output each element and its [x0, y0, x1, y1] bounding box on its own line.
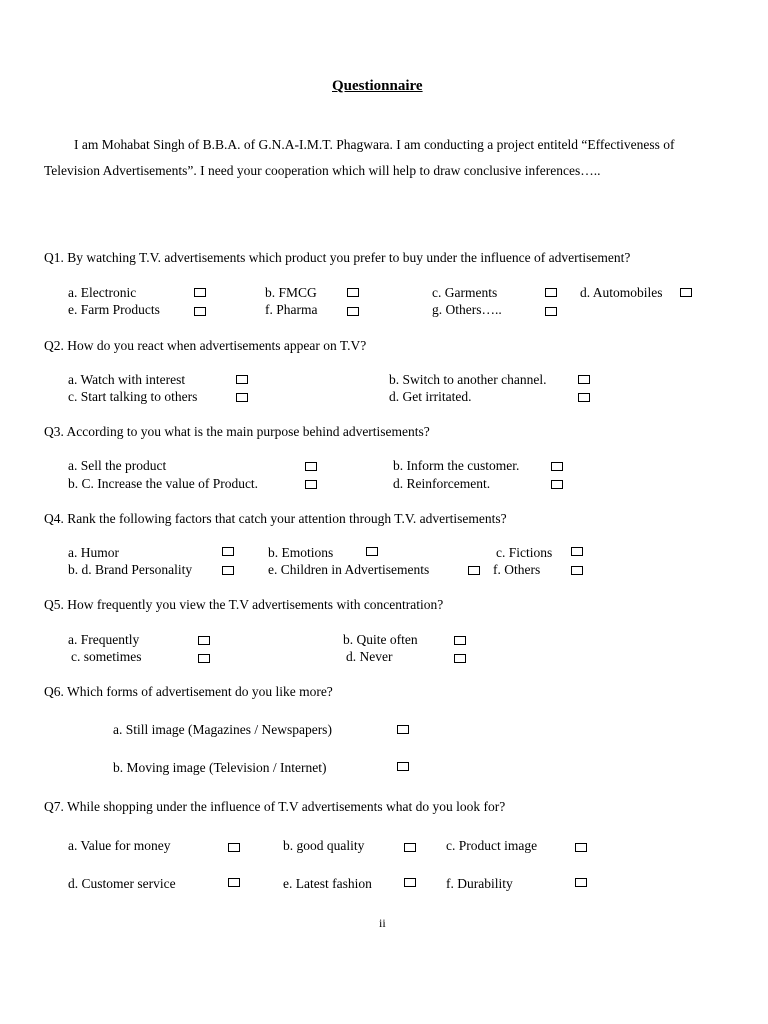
q4-option-b: b. Emotions	[268, 545, 334, 560]
q2-option-c-checkbox[interactable]	[236, 393, 248, 402]
q7-option-e-checkbox[interactable]	[404, 878, 416, 887]
q1-option-e-checkbox[interactable]	[194, 307, 206, 316]
q7-option-b-checkbox[interactable]	[404, 843, 416, 852]
q6-option-b: b. Moving image (Television / Internet)	[113, 760, 327, 775]
q3-option-c: b. C. Increase the value of Product.	[68, 476, 259, 491]
question-2-text: Q2. How do you react when advertisements appear on T.V?	[44, 338, 367, 353]
q1-option-d-checkbox[interactable]	[680, 288, 692, 297]
q3-option-d: d. Reinforcement.	[393, 476, 491, 491]
q1-option-b: b. FMCG	[265, 285, 317, 300]
q2-option-d-checkbox[interactable]	[578, 393, 590, 402]
q5-option-d: d. Never	[346, 649, 393, 664]
q3-option-b-checkbox[interactable]	[551, 462, 563, 471]
q5-option-a: a. Frequently	[68, 632, 140, 647]
q1-option-b-checkbox[interactable]	[347, 288, 359, 297]
q2-option-c: c. Start talking to others	[68, 389, 198, 404]
q6-option-b-checkbox[interactable]	[397, 762, 409, 771]
q3-option-b: b. Inform the customer.	[393, 458, 520, 473]
q6-option-a-checkbox[interactable]	[397, 725, 409, 734]
q4-option-a-checkbox[interactable]	[222, 547, 234, 556]
q2-option-b: b. Switch to another channel.	[389, 372, 547, 387]
q4-option-e-checkbox[interactable]	[468, 566, 480, 575]
q7-option-c-checkbox[interactable]	[575, 843, 587, 852]
question-4-text: Q4. Rank the following factors that catch your attention through T.V. advertisements?	[44, 511, 507, 526]
q1-option-a: a. Electronic	[68, 285, 137, 300]
q2-option-a-checkbox[interactable]	[236, 375, 248, 384]
q7-option-f-checkbox[interactable]	[575, 878, 587, 887]
q4-option-e: e. Children in Advertisements	[268, 562, 430, 577]
q5-option-d-checkbox[interactable]	[454, 654, 466, 663]
q1-option-a-checkbox[interactable]	[194, 288, 206, 297]
q5-option-a-checkbox[interactable]	[198, 636, 210, 645]
q5-option-c-checkbox[interactable]	[198, 654, 210, 663]
q1-option-g: g. Others…..	[432, 302, 502, 317]
q3-option-d-checkbox[interactable]	[551, 480, 563, 489]
q2-option-d: d. Get irritated.	[389, 389, 472, 404]
q4-option-d-checkbox[interactable]	[222, 566, 234, 575]
q4-option-b-checkbox[interactable]	[366, 547, 378, 556]
q5-option-c: c. sometimes	[71, 649, 142, 664]
q1-option-c-checkbox[interactable]	[545, 288, 557, 297]
question-7-text: Q7. While shopping under the influence of T.V advertisements what do you look for?	[44, 799, 506, 814]
q7-option-a-checkbox[interactable]	[228, 843, 240, 852]
q4-option-f: f. Others	[493, 562, 541, 577]
q4-option-a: a. Humor	[68, 545, 119, 560]
page-title: Questionnaire	[332, 78, 423, 94]
q2-option-a: a. Watch with interest	[68, 372, 186, 387]
q7-option-e: e. Latest fashion	[283, 876, 372, 891]
q7-option-d: d. Customer service	[68, 876, 176, 891]
q2-option-b-checkbox[interactable]	[578, 375, 590, 384]
q7-option-b: b. good quality	[283, 838, 365, 853]
q4-option-d: b. d. Brand Personality	[68, 562, 193, 577]
q4-option-c-checkbox[interactable]	[571, 547, 583, 556]
page-number: ii	[379, 916, 386, 930]
q5-option-b-checkbox[interactable]	[454, 636, 466, 645]
q3-option-a: a. Sell the product	[68, 458, 167, 473]
q7-option-a: a. Value for money	[68, 838, 171, 853]
q1-option-c: c. Garments	[432, 285, 498, 300]
q3-option-a-checkbox[interactable]	[305, 462, 317, 471]
q7-option-c: c. Product image	[446, 838, 538, 853]
q3-option-c-checkbox[interactable]	[305, 480, 317, 489]
q1-option-g-checkbox[interactable]	[545, 307, 557, 316]
question-6-text: Q6. Which forms of advertisement do you like more?	[44, 684, 333, 699]
q1-option-f: f. Pharma	[265, 302, 318, 317]
intro-paragraph: I am Mohabat Singh of B.B.A. of G.N.A-I.M.T. Phagwara. I am conducting a project entiteld “Effectiveness of Television Advertisements”. I need your cooperation which will help to draw conclusive inferences…..	[44, 137, 675, 178]
question-1-text: Q1. By watching T.V. advertisements which product you prefer to buy under the influence of advertisement?	[44, 250, 631, 265]
q7-option-d-checkbox[interactable]	[228, 878, 240, 887]
q1-option-f-checkbox[interactable]	[347, 307, 359, 316]
q4-option-c: c. Fictions	[496, 545, 553, 560]
question-3-text: Q3. According to you what is the main purpose behind advertisements?	[44, 424, 430, 439]
q1-option-e: e. Farm Products	[68, 302, 160, 317]
q1-option-d: d. Automobiles	[580, 285, 663, 300]
question-5-text: Q5. How frequently you view the T.V advertisements with concentration?	[44, 597, 444, 612]
q6-option-a: a. Still image (Magazines / Newspapers)	[113, 722, 332, 737]
q4-option-f-checkbox[interactable]	[571, 566, 583, 575]
q7-option-f: f. Durability	[446, 876, 513, 891]
q5-option-b: b. Quite often	[343, 632, 418, 647]
